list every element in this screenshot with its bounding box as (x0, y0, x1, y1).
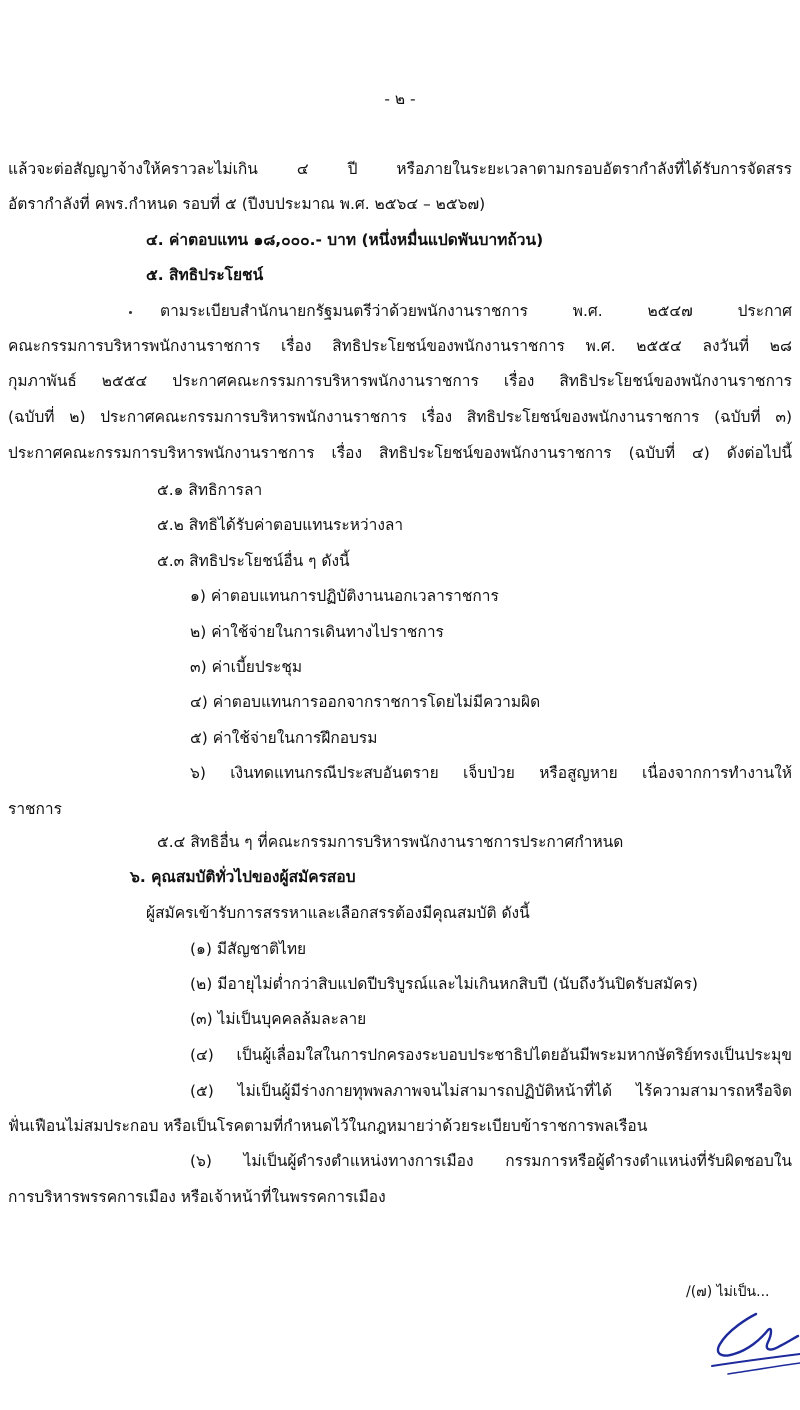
section-5-3-item-6-continued: ราชการ (8, 800, 62, 818)
section-5-paragraph-line-2: คณะกรรมการบริหารพนักงานราชการ เรื่อง สิทธิประโยชน์ของพนักงานราชการ พ.ศ. ๒๕๕๔ ลงวันที่ ๒๘ (8, 337, 792, 355)
qualification-5-line-1: (๕) ไม่เป็นผู้มีร่างกายทุพพลภาพจนไม่สามารถปฏิบัติหน้าที่ได้ ไร้ความสามารถหรือจิต (190, 1082, 792, 1100)
section-5-3-item-4: ๔) ค่าตอบแทนการออกจากราชการโดยไม่มีความผิด (190, 693, 541, 711)
intro-line-2: อัตรากำลังที่ คพร.กำหนด รอบที่ ๕ (ปีงบประมาณ พ.ศ. ๒๕๖๔ – ๒๕๖๗) (8, 195, 486, 213)
qualification-2: (๒) มีอายุไม่ต่ำกว่าสิบแปดปีบริบูรณ์และไม่เกินหกสิบปี (นับถึงวันปิดรับสมัคร) (190, 975, 698, 993)
section-5-paragraph-line-1: ตามระเบียบสำนักนายกรัฐมนตรีว่าด้วยพนักงานราชการ พ.ศ. ๒๕๔๗ ประกาศ (160, 302, 792, 320)
qualification-3: (๓) ไม่เป็นบุคคลล้มละลาย (190, 1010, 367, 1028)
section-5-3-item-1: ๑) ค่าตอบแทนการปฏิบัติงานนอกเวลาราชการ (190, 587, 499, 605)
qualification-6-line-2: การบริหารพรรคการเมือง หรือเจ้าหน้าที่ในพรรคการเมือง (8, 1188, 386, 1206)
page-number: - ๒ - (384, 90, 416, 108)
section-5-3-item-5: ๕) ค่าใช้จ่ายในการฝึกอบรม (190, 729, 378, 747)
intro-line-1: แล้วจะต่อสัญญาจ้างให้คราวละไม่เกิน ๔ ปี หรือภายในระยะเวลาตามกรอบอัตรากำลังที่ได้รับการจัดสรร (8, 160, 792, 178)
stray-mark (129, 311, 132, 314)
section-4-compensation: ๔. ค่าตอบแทน ๑๘,๐๐๐.- บาท (หนึ่งหมื่นแปดพันบาทถ้วน) (146, 231, 544, 249)
section-5-heading: ๕. สิทธิประโยชน์ (146, 266, 264, 284)
qualification-5-line-2: ฟั่นเฟือนไม่สมประกอบ หรือเป็นโรคตามที่กำหนดไว้ในกฎหมายว่าด้วยระเบียบข้าราชการพลเรือน (8, 1117, 648, 1135)
section-5-4: ๕.๔ สิทธิอื่น ๆ ที่คณะกรรมการบริหารพนักงานราชการประกาศกำหนด (157, 833, 624, 851)
section-5-2: ๕.๒ สิทธิได้รับค่าตอบแทนระหว่างลา (157, 516, 404, 534)
section-5-3-item-2: ๒) ค่าใช้จ่ายในการเดินทางไปราชการ (190, 623, 444, 641)
section-5-3-item-6: ๖) เงินทดแทนกรณีประสบอันตราย เจ็บป่วย หรือสูญหาย เนื่องจากการทำงานให้ (190, 764, 792, 782)
qualification-6-line-1: (๖) ไม่เป็นผู้ดำรงตำแหน่งทางการเมือง กรรมการหรือผู้ดำรงตำแหน่งที่รับผิดชอบใน (190, 1152, 792, 1170)
section-5-1: ๕.๑ สิทธิการลา (157, 481, 263, 499)
continuation-note: /(๗) ไม่เป็น... (686, 1284, 770, 1300)
section-5-paragraph-line-4: (ฉบับที่ ๒) ประกาศคณะกรรมการบริหารพนักงานราชการ เรื่อง สิทธิประโยชน์ของพนักงานราชการ (ฉบับที่ ๓) (8, 408, 792, 426)
section-6-intro: ผู้สมัครเข้ารับการสรรหาและเลือกสรรต้องมีคุณสมบัติ ดังนี้ (146, 904, 530, 922)
section-5-paragraph-line-5: ประกาศคณะกรรมการบริหารพนักงานราชการ เรื่อง สิทธิประโยชน์ของพนักงานราชการ (ฉบับที่ ๔) ดังต่อไปนี้ (8, 444, 792, 462)
section-5-3-item-3: ๓) ค่าเบี้ยประชุม (190, 658, 303, 676)
section-5-3: ๕.๓ สิทธิประโยชน์อื่น ๆ ดังนี้ (157, 552, 350, 570)
section-6-heading: ๖. คุณสมบัติทั่วไปของผู้สมัครสอบ (130, 868, 356, 886)
qualification-4: (๔) เป็นผู้เลื่อมใสในการปกครองระบอบประชาธิปไตยอันมีพระมหากษัตริย์ทรงเป็นประมุข (190, 1046, 792, 1064)
qualification-1: (๑) มีสัญชาติไทย (190, 940, 307, 958)
handwritten-signature (708, 1300, 800, 1380)
section-5-paragraph-line-3: กุมภาพันธ์ ๒๕๕๔ ประกาศคณะกรรมการบริหารพนักงานราชการ เรื่อง สิทธิประโยชน์ของพนักงานราชการ (8, 372, 792, 390)
